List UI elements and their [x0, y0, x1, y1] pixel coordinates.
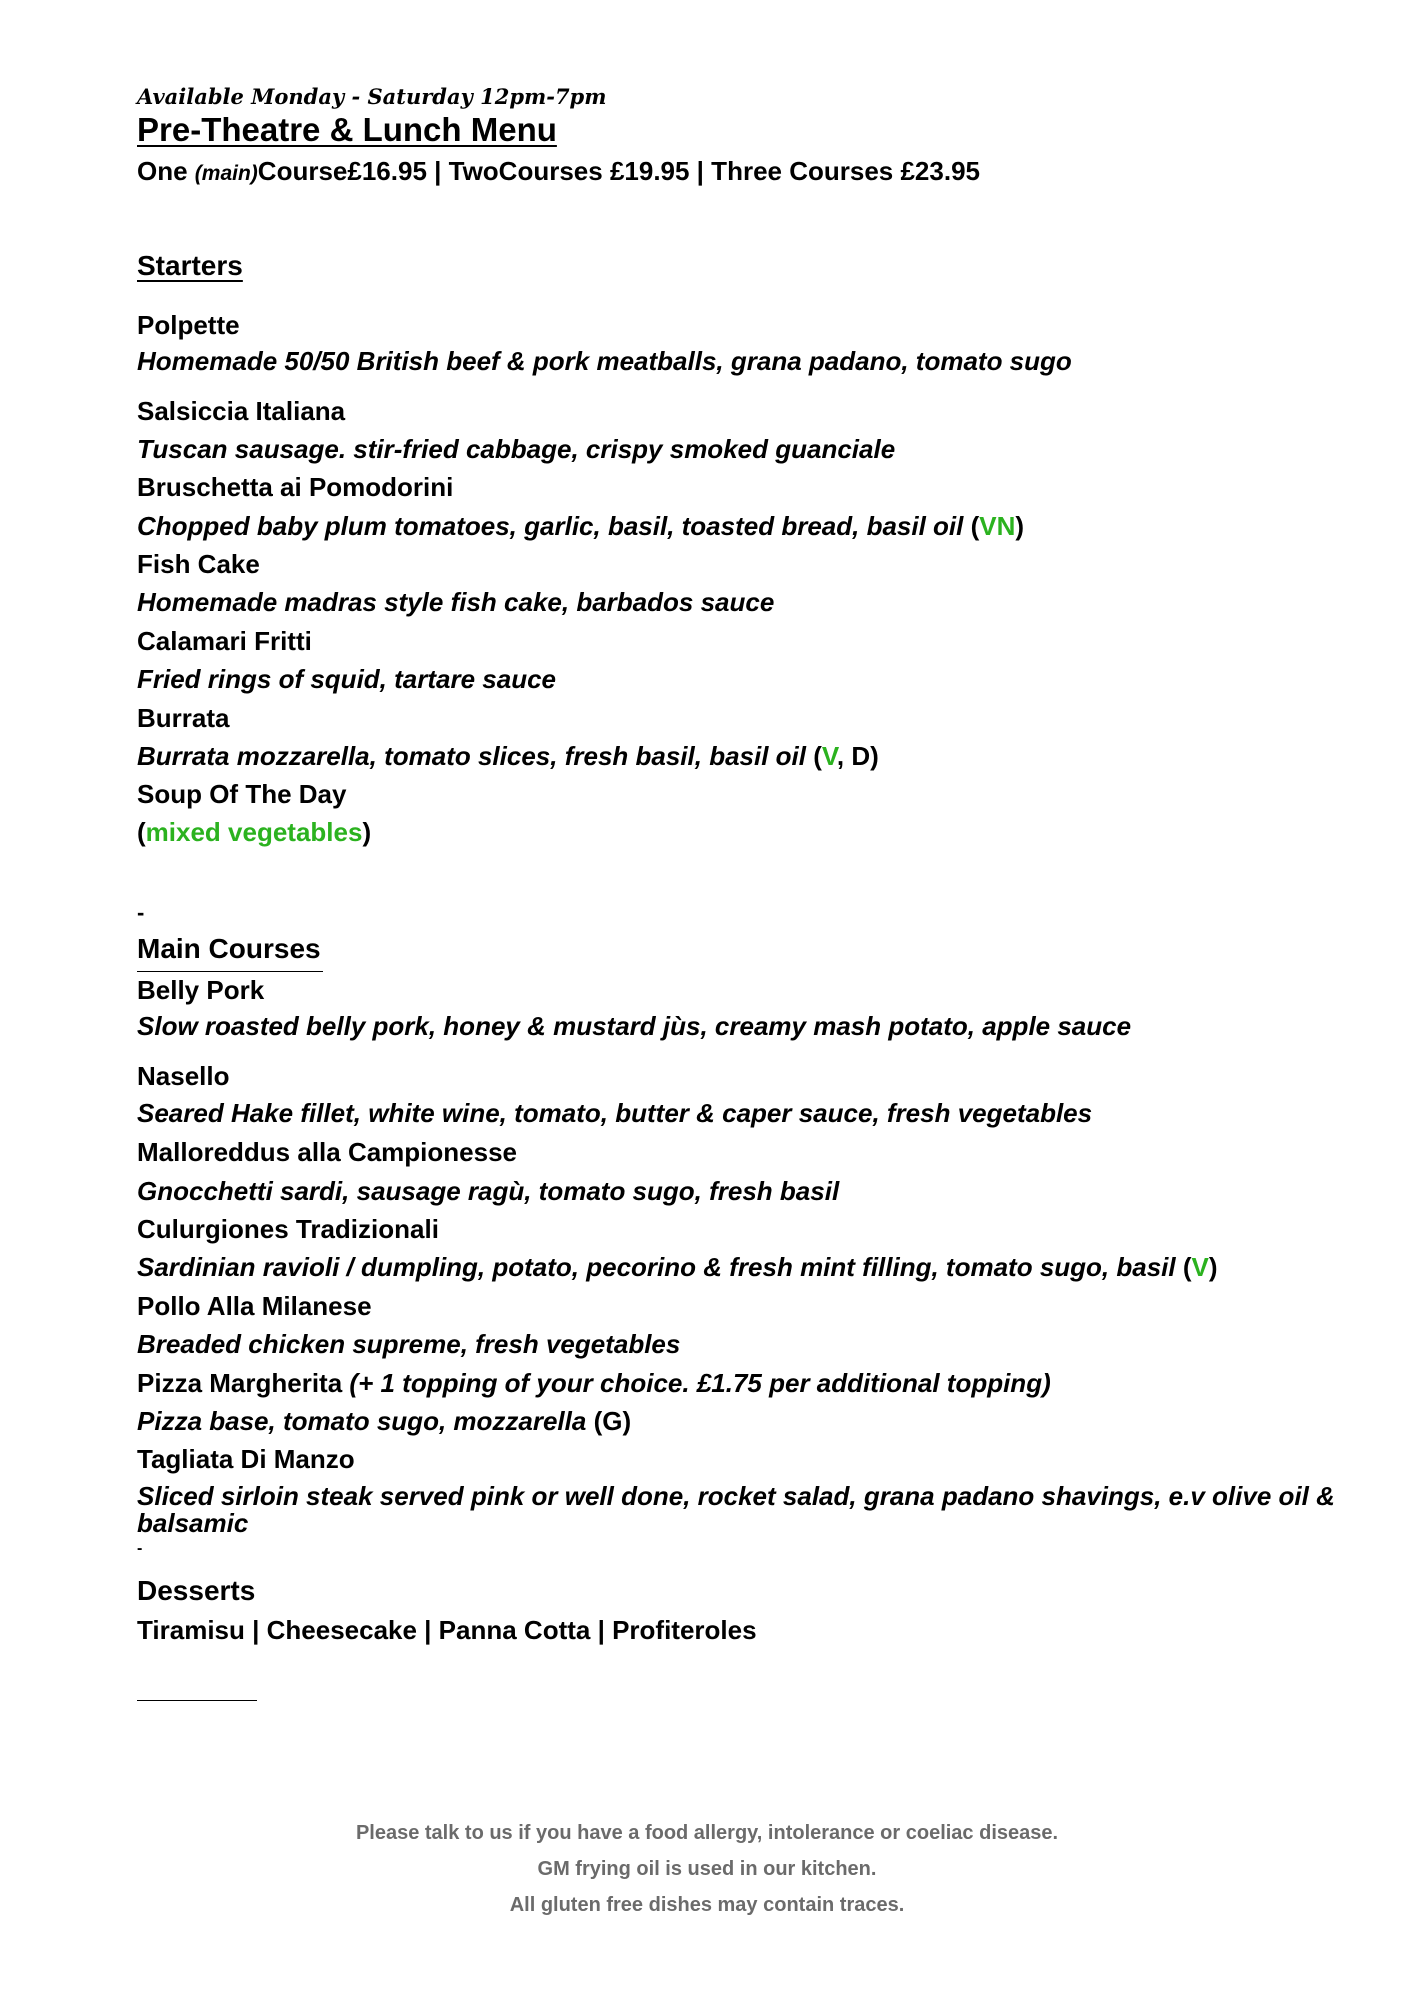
main-desc-text: Sardinian ravioli / dumpling, potato, pecorino & fresh mint filling, tomato sugo, basil	[137, 1252, 1183, 1282]
main-name: Nasello	[137, 1061, 230, 1091]
mains-heading: Main Courses	[137, 933, 321, 964]
vegan-tag: VN	[979, 511, 1016, 541]
desserts-heading: Desserts	[137, 1575, 256, 1606]
main-desc: Seared Hake fillet, white wine, tomato, butter & caper sauce, fresh vegetables	[137, 1098, 1093, 1128]
starter-name: Bruschetta ai Pomodorini	[137, 472, 454, 502]
menu-title: Pre-Theatre & Lunch Menu	[137, 111, 557, 148]
starter-desc: Tuscan sausage. stir-fried cabbage, crispy smoked guanciale	[137, 434, 896, 464]
main-name: Belly Pork	[137, 975, 265, 1005]
starter-desc: Homemade madras style fish cake, barbados sauce	[137, 587, 775, 617]
prices-main-note: (main)	[194, 162, 258, 185]
starter-desc	[137, 511, 1024, 542]
starter-name: Burrata	[137, 703, 230, 733]
gluten-tag: (G)	[593, 1406, 632, 1436]
starter-name: Polpette	[137, 310, 240, 340]
diet-tag-open: (	[813, 741, 822, 771]
main-desc: Slow roasted belly pork, honey & mustard jùs, creamy mash potato, apple sauce	[137, 1011, 1132, 1041]
soup-flavour: mixed vegetables	[145, 817, 363, 847]
starter-desc-text: Burrata mozzarella, tomato slices, fresh basil, basil oil	[137, 741, 814, 771]
main-name: Malloreddus alla Campionesse	[137, 1137, 518, 1167]
starter-desc	[137, 741, 879, 772]
section-divider: -	[137, 1540, 143, 1557]
main-name	[137, 1368, 1051, 1399]
vegetarian-tag: V	[1191, 1252, 1209, 1282]
main-name: Culurgiones Tradizionali	[137, 1214, 439, 1244]
diet-tag-close: , D)	[836, 741, 879, 771]
prices-rest: Course£16.95 | TwoCourses £19.95 | Three Courses £23.95	[257, 156, 980, 186]
main-desc	[137, 1406, 631, 1437]
soup-open: (	[137, 817, 146, 847]
starter-name: Soup Of The Day	[137, 779, 347, 809]
starter-desc: Fried rings of squid, tartare sauce	[137, 664, 556, 694]
prices-one: One	[137, 156, 195, 186]
footer-rule	[137, 1700, 257, 1701]
starter-desc	[137, 817, 371, 848]
starters-heading: Starters	[137, 250, 243, 281]
main-desc	[137, 1252, 1218, 1283]
vegetarian-tag: V	[821, 741, 837, 771]
starter-name: Salsiccia Italiana	[137, 396, 346, 426]
course-prices	[137, 156, 980, 187]
section-divider: -	[137, 900, 145, 925]
availability-note: Available Monday - Saturday 12pm-7pm	[137, 84, 607, 109]
main-desc: Sliced sirloin steak served pink or well done, rocket salad, grana padano shavings, e.v olive oil & balsamic	[137, 1481, 1335, 1538]
starter-name: Fish Cake	[137, 549, 260, 579]
diet-tag-close: )	[1208, 1252, 1218, 1282]
frying-oil-notice: GM frying oil is used in our kitchen.	[537, 1858, 877, 1880]
main-desc: Gnocchetti sardi, sausage ragù, tomato sugo, fresh basil	[137, 1176, 840, 1206]
diet-tag-open: (	[970, 511, 980, 541]
main-desc: Breaded chicken supreme, fresh vegetables	[137, 1329, 681, 1359]
starter-desc: Homemade 50/50 British beef & pork meatballs, grana padano, tomato sugo	[137, 346, 1072, 376]
soup-close: )	[362, 817, 372, 847]
desserts-list: Tiramisu | Cheesecake | Panna Cotta | Profiteroles	[137, 1615, 757, 1645]
main-name: Tagliata Di Manzo	[137, 1444, 355, 1474]
diet-tag-close: )	[1015, 511, 1025, 541]
main-name: Pollo Alla Milanese	[137, 1291, 372, 1321]
allergy-notice: Please talk to us if you have a food allergy, intolerance or coeliac disease.	[355, 1822, 1059, 1844]
gluten-notice: All gluten free dishes may contain traces.	[509, 1894, 905, 1916]
main-desc-text: Pizza base, tomato sugo, mozzarella	[137, 1406, 594, 1436]
main-name-note: (+ 1 topping of your choice. £1.75 per additional topping)	[349, 1368, 1051, 1398]
starter-desc-text: Chopped baby plum tomatoes, garlic, basil, toasted bread, basil oil	[137, 511, 971, 541]
mains-heading-underline	[137, 971, 323, 972]
starter-name: Calamari Fritti	[137, 626, 312, 656]
diet-tag-open: (	[1182, 1252, 1192, 1282]
main-name-text: Pizza Margherita	[137, 1368, 350, 1398]
